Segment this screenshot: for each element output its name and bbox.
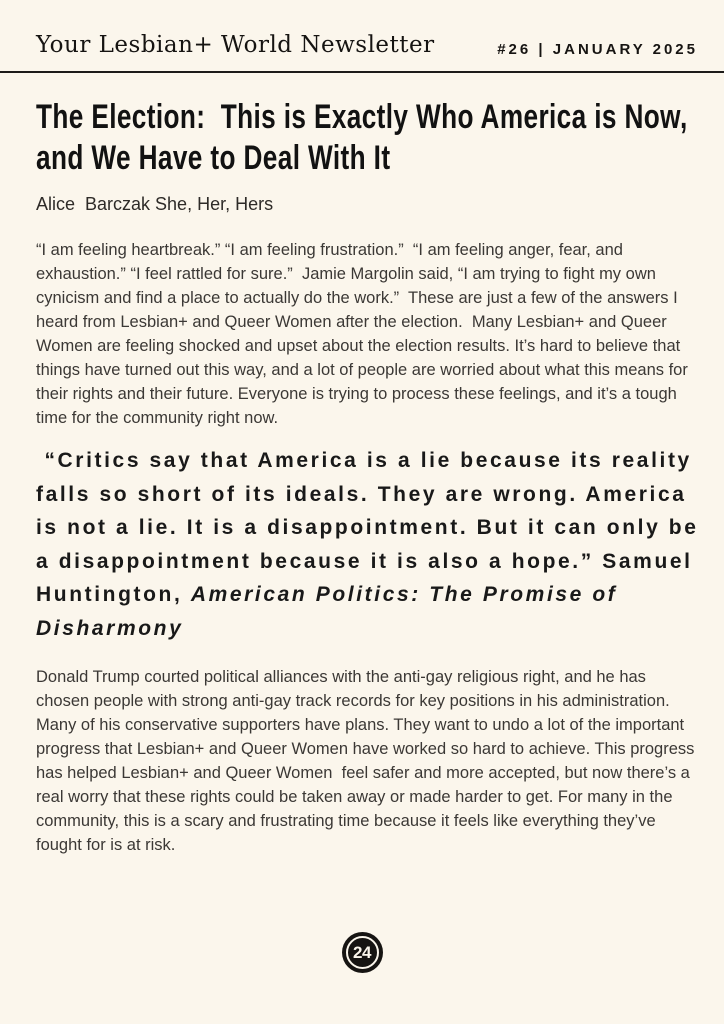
page-number: 24 [353, 942, 371, 962]
article-paragraph-2: Donald Trump courted political alliances with the anti-gay religious right, and he has chosen people with strong anti-gay track records for key positions in his administration. Many of his conservative supporters have plans. They want to undo a lot of the important progress that Lesbian+ and Queer Women have worked so hard to achieve. This progress has helped Lesbian+ and Queer Women feel safer and more accepted, but now there’s a real worry that these rights could be taken away or made harder to get. For many in the community, this is a scary and frustrating time because it feels like everything they’ve fought for is at risk. [36, 668, 699, 854]
page-number-ring [346, 936, 379, 969]
article-title [36, 97, 694, 181]
article-byline: Alice Barczak She, Her, Hers [36, 194, 274, 214]
page-number-badge [342, 932, 383, 973]
article-title-text: The Election: This is Exactly Who America is Now, and We Have to Deal With It [36, 98, 696, 177]
newsletter-header [0, 0, 724, 71]
article [0, 97, 724, 857]
pull-quote-text: “Critics say that America is a lie because its reality falls so short of its ideals. They are wrong. America is not a lie. It is a disappointment. But it can only be a disappointment because it is also a hope.” [36, 449, 707, 573]
header-divider [0, 71, 724, 73]
article-paragraph-1: “I am feeling heartbreak.” “I am feeling frustration.” “I am feeling anger, fear, and exhaustion.” “I feel rattled for sure.” Jamie Margolin said, “I am trying to fight my own cynicism and find a place to actually do the work.” These are just a few of the answers I heard from Lesbian+ and Queer Women after the election. Many Lesbian+ and Queer Women are feeling shocked and upset about the election results. It’s hard to believe that things have turned out this way, and a lot of people are worried about what this means for their rights and their future. Everyone is trying to process these feelings, and it’s a tough time for the community right now. [36, 241, 693, 427]
issue-number: #26 | JANUARY 2025 [497, 41, 698, 58]
newsletter-title: Your Lesbian+ World Newsletter [36, 32, 435, 58]
page-footer [0, 932, 724, 973]
pull-quote [36, 444, 712, 645]
pull-quote-attribution: Samuel Huntington, [36, 549, 702, 606]
pull-quote-source: American Politics: The Promise of Disharmony [36, 583, 626, 640]
